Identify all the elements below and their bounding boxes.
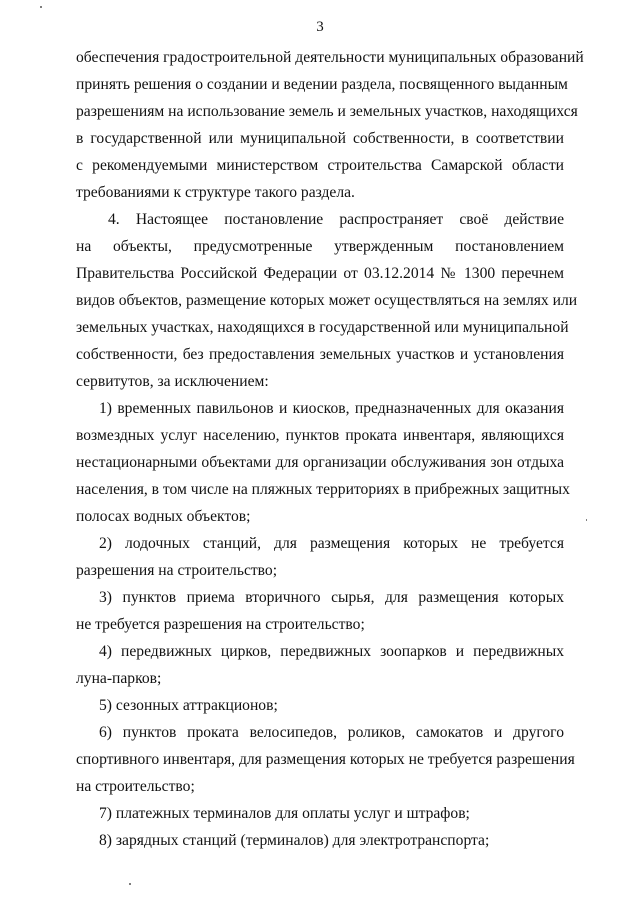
text-line: луна-парков; xyxy=(76,670,162,687)
text-line: собственности, без предоставления земельных участков и установления xyxy=(76,346,564,363)
scan-speck xyxy=(586,519,587,521)
text-line: принять решения о создании и ведении раздела, посвященного выданным xyxy=(76,76,568,93)
list-item-3-first-line: 3) пунктов приема вторичного сырья, для размещения которых xyxy=(99,589,564,606)
list-item-8: 8) зарядных станций (терминалов) для электротранспорта; xyxy=(99,832,490,849)
list-item-5: 5) сезонных аттракционов; xyxy=(99,697,278,714)
list-item-2-first-line: 2) лодочных станций, для размещения которых не требуется xyxy=(99,535,564,552)
paragraph-4-first-line: 4. Настоящее постановление распространяет своё действие xyxy=(108,211,564,228)
text-line: видов объектов, размещение которых может осуществляться на землях или xyxy=(76,292,578,309)
text-line: разрешениям на использование земель и земельных участков, находящихся xyxy=(76,103,578,120)
text-line: населения, в том числе на пляжных территориях в прибрежных защитных xyxy=(76,481,570,498)
text-line: требованиями к структуре такого раздела. xyxy=(76,184,355,201)
text-line: нестационарными объектами для организации обслуживания зон отдыха xyxy=(76,454,564,471)
list-item-6-first-line: 6) пунктов проката велосипедов, роликов, самокатов и другого xyxy=(99,724,564,741)
text-line: в государственной или муниципальной собственности, в соответствии xyxy=(76,130,564,147)
text-line: обеспечения градостроительной деятельности муниципальных образований xyxy=(76,49,584,66)
text-line: с рекомендуемыми министерством строительства Самарской области xyxy=(76,157,564,174)
text-line: земельных участках, находящихся в государственной или муниципальной xyxy=(76,319,569,336)
list-item-4-first-line: 4) передвижных цирков, передвижных зоопарков и передвижных xyxy=(99,643,564,660)
text-line: возмездных услуг населению, пунктов проката инвентаря, являющихся xyxy=(76,427,564,444)
text-line: разрешения на строительство; xyxy=(76,562,278,579)
text-line: полосах водных объектов; xyxy=(76,508,251,525)
scan-speck xyxy=(40,6,42,8)
scan-speck xyxy=(129,883,131,885)
list-item-7: 7) платежных терминалов для оплаты услуг и штрафов; xyxy=(99,805,470,822)
page-number: 3 xyxy=(316,19,324,35)
text-line: спортивного инвентаря, для размещения которых не требуется разрешения xyxy=(76,751,575,768)
text-line: Правительства Российской Федерации от 03.12.2014 № 1300 перечнем xyxy=(76,265,564,282)
text-line: сервитутов, за исключением: xyxy=(76,373,269,390)
text-line: не требуется разрешения на строительство; xyxy=(76,616,365,633)
list-item-1-first-line: 1) временных павильонов и киосков, предназначенных для оказания xyxy=(99,400,564,417)
text-line: на строительство; xyxy=(76,778,195,795)
text-line: на объекты, предусмотренные утвержденным постановлением xyxy=(76,238,564,255)
